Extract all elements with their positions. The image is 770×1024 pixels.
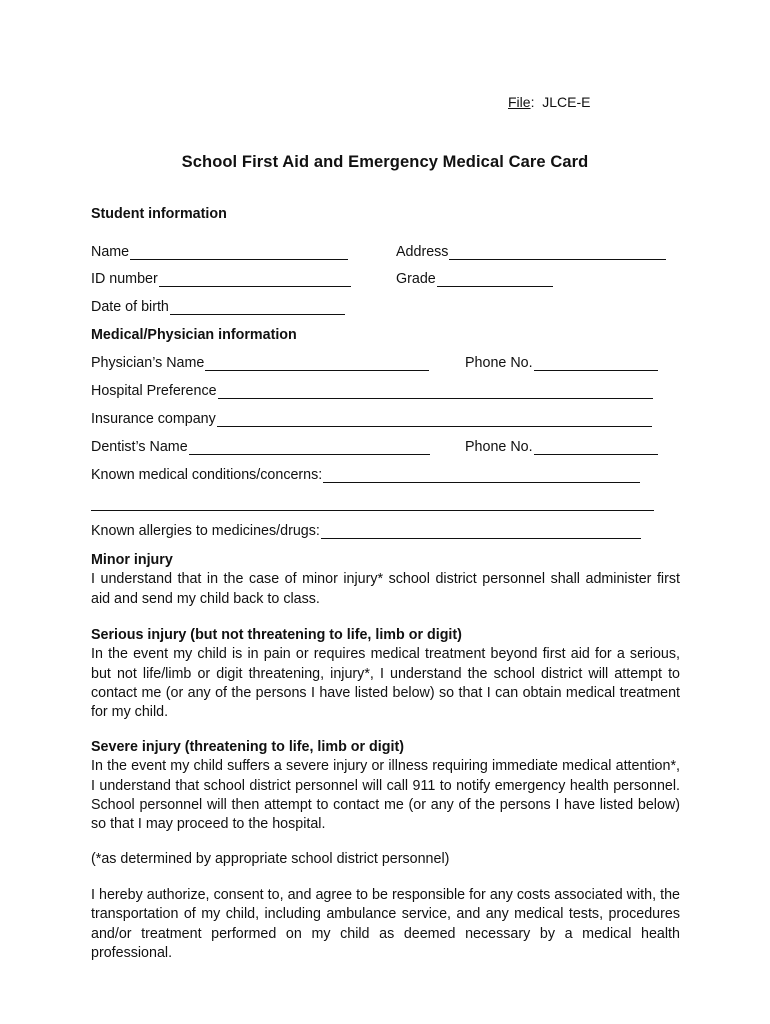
- id-number-label: ID number: [91, 271, 158, 287]
- file-label: File: [508, 94, 531, 110]
- allergies-input-line[interactable]: [321, 524, 641, 539]
- medical-info-heading: Medical/Physician information: [91, 327, 297, 343]
- medical-conditions-extra-line[interactable]: [91, 498, 654, 511]
- student-info-heading: Student information: [91, 206, 227, 222]
- dentist-name-field[interactable]: [91, 439, 430, 455]
- severe-injury-heading: Severe injury (threatening to life, limb or digit): [91, 739, 404, 755]
- serious-injury-section: [91, 626, 680, 722]
- minor-injury-section: [91, 551, 680, 609]
- name-label: Name: [91, 244, 130, 260]
- dentist-phone-input-line[interactable]: [534, 440, 658, 455]
- hospital-preference-input-line[interactable]: [218, 384, 653, 399]
- id-number-field[interactable]: [91, 271, 351, 287]
- medical-conditions-label: Known medical conditions/concerns:: [91, 467, 323, 483]
- dentist-phone-field[interactable]: [465, 439, 658, 455]
- dob-field[interactable]: [91, 299, 345, 315]
- dentist-name-input-line[interactable]: [189, 440, 430, 455]
- serious-injury-text: In the event my child is in pain or requires medical treatment beyond first aid for a serious, but not life/limb or digit threatening, injury*, I understand the school district will attempt to contact me (or any of the persons I have listed below) so that I can obtain medical treatment for my child.: [91, 646, 680, 721]
- physician-name-input-line[interactable]: [205, 356, 429, 371]
- physician-name-label: Physician’s Name: [91, 355, 205, 371]
- physician-name-field[interactable]: [91, 355, 429, 371]
- address-input-line[interactable]: [449, 245, 666, 260]
- serious-injury-heading: Serious injury (but not threatening to life, limb or digit): [91, 627, 462, 643]
- dentist-name-label: Dentist’s Name: [91, 439, 188, 455]
- dob-input-line[interactable]: [170, 300, 345, 315]
- insurance-company-label: Insurance company: [91, 411, 216, 427]
- address-field[interactable]: [396, 244, 666, 260]
- id-number-input-line[interactable]: [159, 272, 351, 287]
- allergies-field[interactable]: [91, 523, 641, 539]
- hospital-preference-field[interactable]: [91, 383, 653, 399]
- dob-label: Date of birth: [91, 299, 169, 315]
- medical-conditions-field[interactable]: [91, 467, 640, 483]
- hospital-preference-label: Hospital Preference: [91, 383, 217, 399]
- file-reference: File: JLCE-E: [508, 94, 591, 110]
- dentist-phone-label: Phone No.: [465, 439, 533, 455]
- address-label: Address: [396, 244, 449, 260]
- minor-injury-heading: Minor injury: [91, 552, 173, 568]
- grade-input-line[interactable]: [437, 272, 553, 287]
- grade-field[interactable]: [396, 271, 553, 287]
- grade-label: Grade: [396, 271, 436, 287]
- name-input-line[interactable]: [130, 245, 348, 260]
- authorization-text: I hereby authorize, consent to, and agree to be responsible for any costs associated with, the transportation of my child, including ambulance service, and any medical tests, procedures and/or treatment performed on my child as deemed necessary by a medical health professional.: [91, 887, 680, 961]
- footnote: (*as determined by appropriate school district personnel): [91, 851, 450, 867]
- allergies-label: Known allergies to medicines/drugs:: [91, 523, 320, 539]
- physician-phone-field[interactable]: [465, 355, 658, 371]
- physician-phone-label: Phone No.: [465, 355, 533, 371]
- name-field[interactable]: [91, 244, 348, 260]
- medical-conditions-input-line[interactable]: [323, 468, 640, 483]
- insurance-company-input-line[interactable]: [217, 412, 652, 427]
- insurance-company-field[interactable]: [91, 411, 652, 427]
- severe-injury-section: [91, 738, 680, 834]
- page-title: School First Aid and Emergency Medical Care Card: [181, 153, 589, 171]
- file-code: JLCE-E: [542, 94, 591, 110]
- physician-phone-input-line[interactable]: [534, 356, 658, 371]
- severe-injury-text: In the event my child suffers a severe injury or illness requiring immediate medical attention*, I understand that school district personnel will call 911 to notify emergency health personnel. School personnel will then attempt to contact me (or any of the persons I have listed below) so that I may proceed to the hospital.: [91, 758, 680, 833]
- minor-injury-text: I understand that in the case of minor injury* school district personnel shall administer first aid and send my child back to class.: [91, 571, 680, 607]
